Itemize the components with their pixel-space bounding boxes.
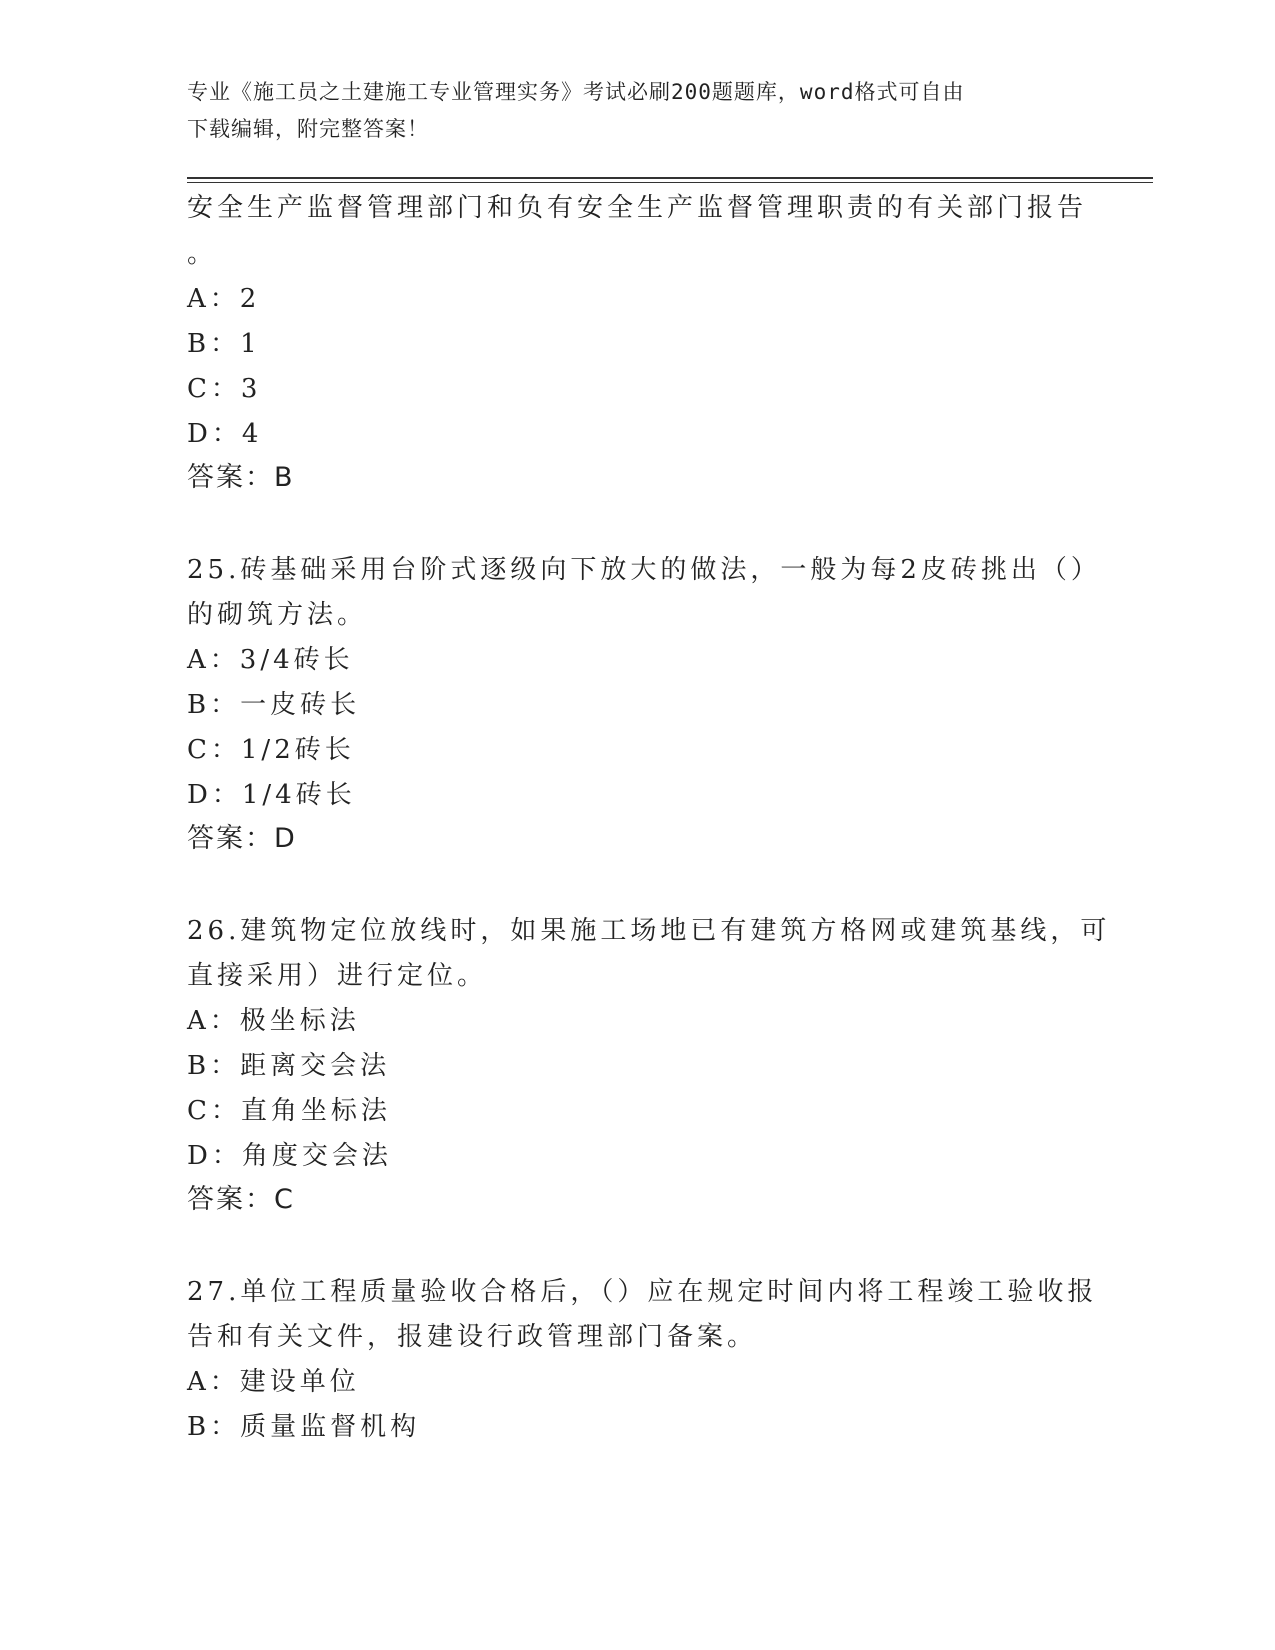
q26-option-b: B：距离交会法 <box>187 1051 391 1081</box>
q26-text-line-2: 直接采用）进行定位。 <box>187 961 488 991</box>
q25-answer: 答案：D <box>187 823 297 854</box>
q26-option-d: D：角度交会法 <box>187 1141 392 1171</box>
q27-text-line-2: 告和有关文件，报建设行政管理部门备案。 <box>187 1322 758 1352</box>
q25-option-a: A：3/4砖长 <box>187 645 354 675</box>
q26-option-c: C：直角坐标法 <box>187 1096 391 1126</box>
q27-option-a: A：建设单位 <box>187 1367 360 1397</box>
header-divider-thick <box>187 177 1153 179</box>
q27-option-b: B：质量监督机构 <box>187 1412 421 1442</box>
q24-answer: 答案：B <box>187 462 295 493</box>
q24-option-a: A：2 <box>187 284 261 314</box>
q25-option-c: C：1/2砖长 <box>187 735 355 765</box>
q26-text-line-1: 26.建筑物定位放线时，如果施工场地已有建筑方格网或建筑基线，可 <box>187 916 1111 946</box>
q24-option-b: B：1 <box>187 329 261 359</box>
header-divider-thin <box>187 182 1153 183</box>
q26-answer: 答案：C <box>187 1184 295 1215</box>
q27-text-line-1: 27.单位工程质量验收合格后，（）应在规定时间内将工程竣工验收报 <box>187 1277 1098 1307</box>
q24-option-c: C：3 <box>187 374 262 404</box>
document-header <box>187 74 1067 148</box>
q25-option-b: B：一皮砖长 <box>187 690 361 720</box>
q25-text-line-2: 的砌筑方法。 <box>187 600 368 630</box>
header-line-1: 专业《施工员之土建施工专业管理实务》考试必刷200题题库，word格式可自由 <box>187 80 965 104</box>
q25-text-line-1: 25.砖基础采用台阶式逐级向下放大的做法，一般为每2皮砖挑出（） <box>187 555 1101 585</box>
q25-option-d: D：1/4砖长 <box>187 780 356 810</box>
q24-option-d: D：4 <box>187 419 263 449</box>
header-line-2: 下载编辑，附完整答案！ <box>187 117 429 141</box>
q24-text-line-2: 。 <box>187 239 218 269</box>
q26-option-a: A：极坐标法 <box>187 1006 360 1036</box>
q24-text-line-1: 安全生产监督管理部门和负有安全生产监督管理职责的有关部门报告 <box>187 193 1088 223</box>
